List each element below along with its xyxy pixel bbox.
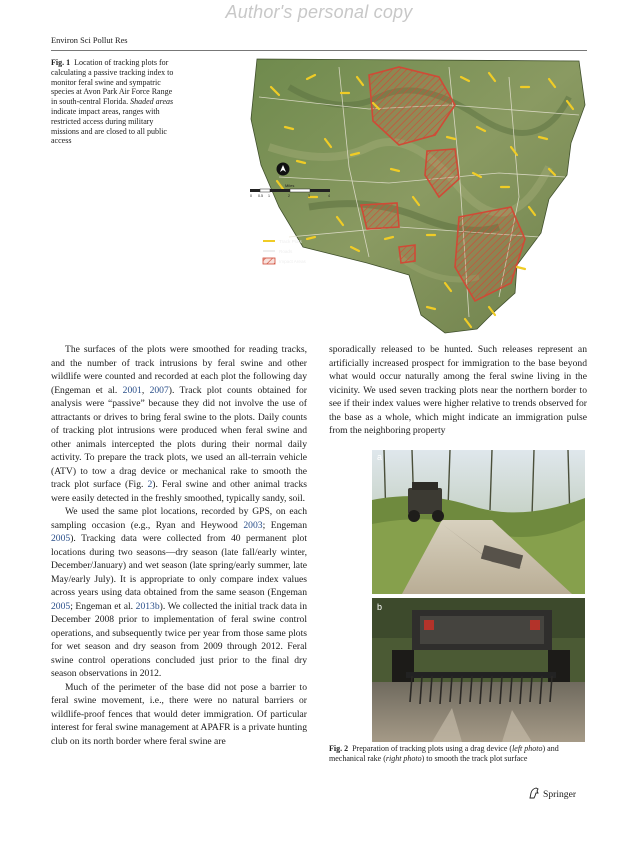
panel-label-a: a — [377, 452, 383, 462]
citation-link[interactable]: 2013b — [135, 600, 160, 612]
left-paragraph-3: Much of the perimeter of the base did not pose a barrier to feral swine movement, i.e., there were no natural barriers or wildlife-proof fences that would deter immigration. Of particular interest for feral swine management at APAFR is a private hunting club on its north border where feral swine are — [51, 681, 307, 747]
publisher-logo — [528, 787, 576, 800]
header-rule — [51, 50, 587, 51]
right-paragraph-1: sporadically released to be hunted. Such releases represent an artificially increased prospect for immigration to the base beyond what would occur naturally among the feral swine living in the vicinity. We used seven tracking plots near the northern border to see if their index values were higher relative to trends observed for the base as a whole, which might indicate an immigration pulse from the neighboring property — [329, 344, 587, 436]
svg-text:1: 1 — [268, 194, 270, 198]
citation-link[interactable]: 2007 — [149, 384, 169, 396]
legend-impact-areas: Impact Areas — [279, 259, 306, 264]
figure1-map — [249, 57, 587, 334]
panel-label-b: b — [377, 602, 383, 612]
springer-horse-icon — [528, 787, 540, 799]
figure2-label: Fig. 2 — [329, 744, 349, 753]
figure-ref-link[interactable]: 2 — [147, 479, 153, 490]
figure1-caption — [51, 58, 178, 146]
figure2-photos — [372, 450, 585, 742]
figure1-label: Fig. 1 — [51, 58, 71, 67]
publisher-name: Springer — [543, 789, 577, 800]
north-arrow-icon — [277, 163, 290, 176]
citation-link[interactable]: 2001 — [122, 384, 142, 396]
svg-text:2: 2 — [288, 194, 290, 198]
svg-text:0.5: 0.5 — [258, 194, 263, 198]
watermark-text: Author's personal copy — [225, 2, 413, 22]
impact-area-small — [399, 245, 415, 263]
citation-link[interactable]: 2005 — [51, 600, 71, 612]
left-paragraph-1: The surfaces of the plots were smoothed for reading tracks, and the number of track intrusions by feral swine and other wildlife were counted and recorded at each plot the following day (Engeman et al. 2001, 2007). Track plot counts obtained for analysis were “passive” because they did not involve the use of attractants or drives to bring feral swine to the plots. Daily counts of tracking plot intrusions were produced when feral swine and other animals intercepted the plots during their normal daily activity. To prepare the track plots, we used an all-terrain vehicle (ATV) to tow a drag device or mechanical rake to smooth the track plot surface (Fig. 2). Feral swine and other animal tracks were easily detected in the freshly smoothed, typically sandy, soil. — [51, 344, 308, 504]
map-legend — [263, 239, 307, 264]
right-column — [329, 343, 587, 438]
impact-area-west — [361, 203, 399, 229]
left-paragraph-2: We used the same plot locations, recorded by GPS, on each sampling occasion (e.g., Ryan and Heywood 2003; Engeman 2005). Tracking data were collected from 40 permanent plot locations during two seasons—dry season (late fall/early winter, December/January) and wet season (late spring/early summer, late May/early July). It is appropriate to only compare index values across years using data obtained from the same season (Engeman 2005; Engeman et al. 2013b). We collected the initial track data in December 2008 prior to implementation of feral swine control operations, and subsequently twice per year from those same plots for wet season and dry season from 2009 through 2012. Feral swine control operations concluded just prior to the final dry season observations in 2012. — [51, 506, 307, 679]
scale-unit-label: Miles — [285, 183, 295, 188]
left-column — [51, 343, 307, 748]
citation-link[interactable]: 2005 — [51, 533, 71, 544]
photo-mechanical-rake — [372, 598, 585, 742]
figure1-caption-text-a: Location of tracking plots for calculating a passive tracking index to monitor feral swine and sympatric species at Avon Park Air Force Range in south-central Florida. — [51, 58, 174, 107]
journal-running-head: Environ Sci Pollut Res — [51, 36, 128, 45]
svg-text:0: 0 — [250, 194, 252, 198]
legend-roads: Roads — [279, 249, 293, 254]
photo-drag-device — [372, 450, 585, 594]
figure1-caption-italic: Shaded areas — [130, 97, 174, 107]
legend-track-plots: Track Plots — [279, 239, 302, 244]
svg-text:3: 3 — [308, 194, 310, 198]
figure2-caption: Fig. 2 Preparation of tracking plots using a drag device (left photo) and mechanical rake (right photo) to smooth the track plot surface — [329, 744, 559, 763]
citation-link[interactable]: 2003 — [243, 519, 263, 531]
svg-text:4: 4 — [328, 194, 330, 198]
figure1-caption-text-b: indicate impact areas, ranges with restricted access during military missions and are closed to all public access — [51, 106, 167, 146]
